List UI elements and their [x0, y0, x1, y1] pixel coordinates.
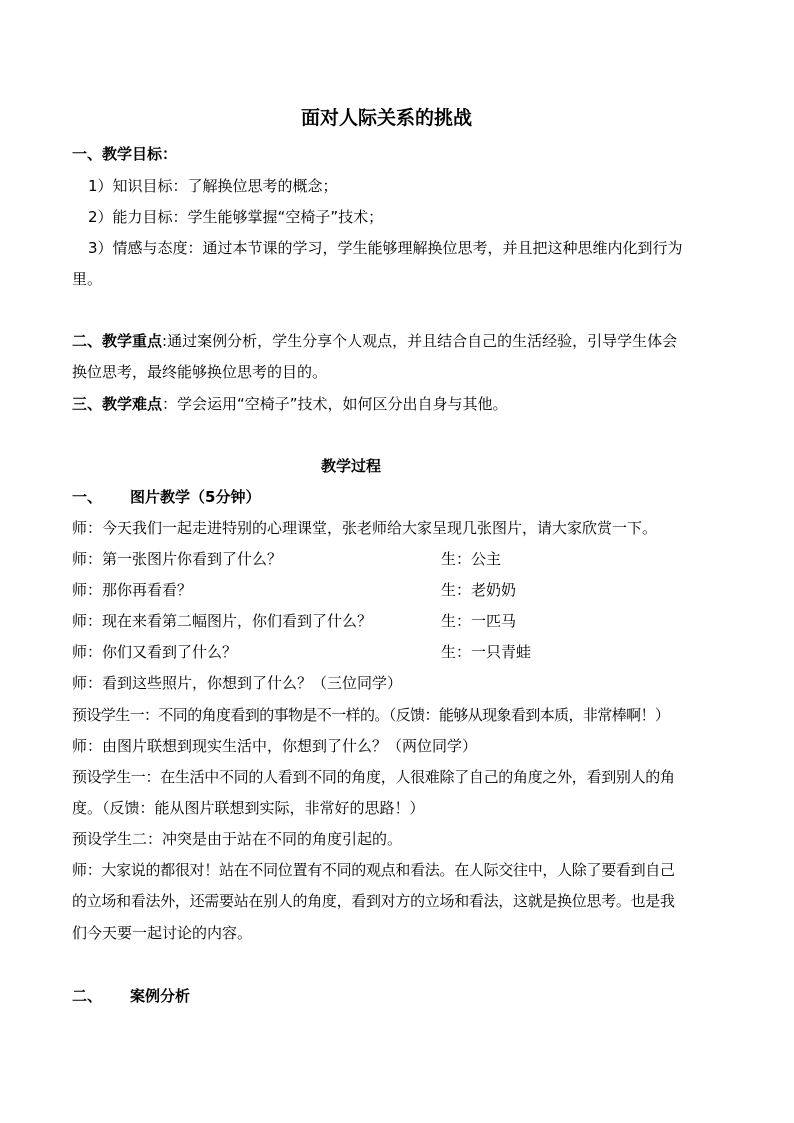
section1-number: 一、: [72, 488, 103, 506]
dialogue-line: 师：由图片联想到现实生活中，你想到了什么？（两位同学）: [72, 737, 478, 755]
difficulties-text: ：学会运用“空椅子”技术，如何区分出自身与其他。: [162, 395, 508, 413]
goals-heading: 一、教学目标：: [72, 145, 178, 163]
student-answer: 生：一匹马: [441, 612, 517, 630]
goal-item: 1）知识目标：了解换位思考的概念；: [88, 177, 338, 195]
qa-row: [72, 580, 722, 600]
dialogue-line: 的立场和看法外，还需要站在别人的角度，看到对方的立场和看法，这就是换位思考。也是我: [72, 892, 675, 910]
key-points-text-continuation: 换位思考，最终能够换位思考的目的。: [72, 363, 328, 381]
dialogue-line: 师：大家说的都很对！站在不同位置有不同的观点和看法。在人际交往中，人除了要看到自己: [72, 861, 675, 879]
section2-number: 二、: [72, 987, 103, 1005]
teacher-question: 师：第一张图片你看到了什么？: [72, 550, 283, 568]
document-title: 面对人际关系的挑战: [301, 107, 473, 129]
student-answer: 生：公主: [441, 550, 502, 568]
teacher-question: 师：那你再看看？: [72, 581, 193, 599]
dialogue-line: 预设学生一：不同的角度看到的事物是不一样的。（反馈：能够从现象看到本质，非常棒啊！）: [72, 706, 670, 724]
teacher-intro: 师：今天我们一起走进特别的心理课堂，张老师给大家呈现几张图片，请大家欣赏一下。: [72, 519, 658, 537]
goal-item: 3）情感与态度：通过本节课的学习，学生能够理解换位思考，并且把这种思维内化到行为: [88, 239, 683, 257]
teacher-question: 师：你们又看到了什么？: [72, 643, 238, 661]
difficulties-line: [72, 394, 508, 414]
qa-row: [72, 642, 722, 662]
key-points-heading: 二、教学重点: [72, 332, 163, 350]
section1-heading: [72, 487, 260, 507]
dialogue-line: 师：看到这些照片，你想到了什么？（三位同学）: [72, 674, 403, 692]
difficulties-heading: 三、教学难点: [72, 395, 163, 413]
dialogue-line: 们今天要一起讨论的内容。: [72, 924, 253, 942]
process-heading: 教学过程: [321, 457, 382, 475]
student-answer: 生：一只青蛙: [441, 643, 532, 661]
dialogue-line: 度。（反馈：能从图片联想到实际，非常好的思路！）: [72, 799, 425, 817]
qa-row: [72, 611, 722, 631]
goal-item-continuation: 里。: [72, 270, 103, 288]
teacher-question: 师：现在来看第二幅图片，你们看到了什么？: [72, 612, 373, 630]
student-answer: 生：老奶奶: [441, 581, 517, 599]
dialogue-line: 预设学生二：冲突是由于站在不同的角度引起的。: [72, 830, 403, 848]
dialogue-line: 预设学生一：在生活中不同的人看到不同的角度，人很难除了自己的角度之外，看到别人的角: [72, 768, 675, 786]
key-points-line: [72, 331, 677, 351]
key-points-text: :通过案例分析，学生分享个人观点，并且结合自己的生活经验，引导学生体会: [162, 332, 678, 350]
section2-title: 案例分析: [130, 987, 191, 1005]
goal-item: 2）能力目标：学生能够掌握“空椅子”技术；: [88, 208, 384, 226]
section2-heading: [72, 986, 190, 1006]
section1-title: 图片教学（5分钟）: [130, 488, 261, 506]
qa-row: [72, 549, 722, 569]
